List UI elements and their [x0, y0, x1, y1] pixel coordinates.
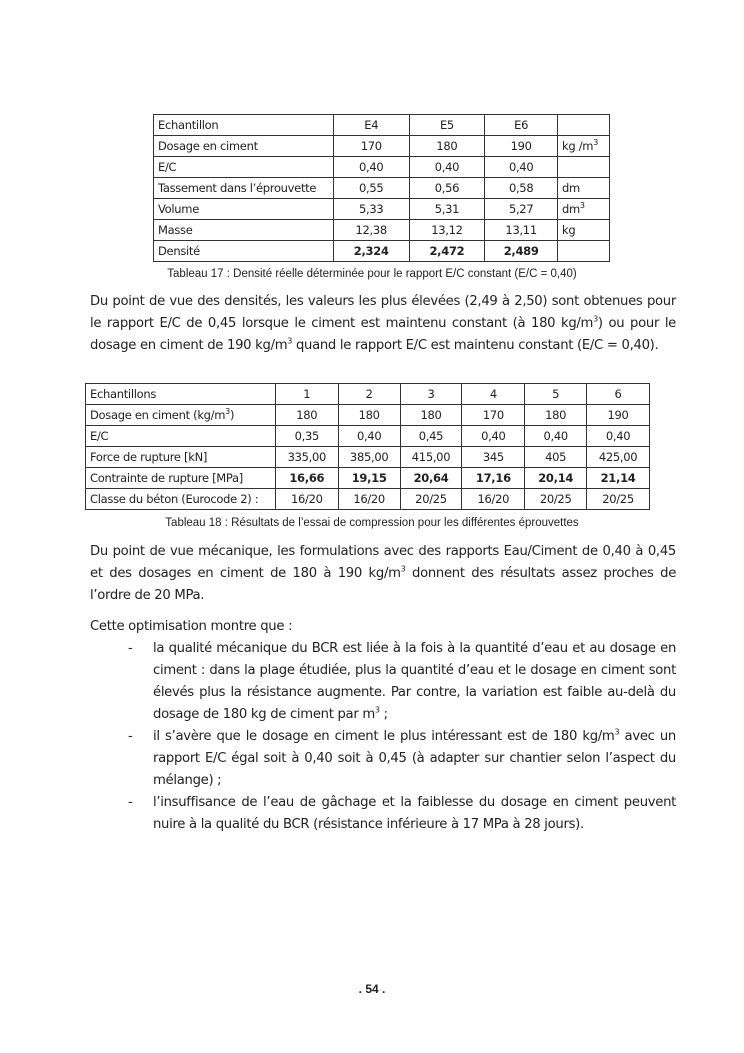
table-cell: 425,00: [587, 447, 650, 468]
table-cell: kg: [558, 220, 610, 241]
page-number: . 54 .: [358, 982, 386, 996]
table-18: [85, 383, 650, 510]
table-row: [154, 220, 610, 241]
table-cell: E4: [333, 115, 409, 136]
row-label: Echantillon: [154, 115, 334, 136]
bullet-marker: -: [128, 641, 133, 656]
table-cell: 0,40: [338, 426, 400, 447]
table-cell: 5: [525, 384, 587, 405]
table-cell: 4: [462, 384, 525, 405]
paragraph-mechanical: Du point de vue mécanique, les formulations avec des rapports Eau/Ciment de 0,40 à 0,45 et des dosages en ciment de 180 à 190 $kg/m^3$ donnent des résultats assez proches de l’ordre de 20 MPa.: [90, 544, 677, 603]
table-cell: 180: [400, 405, 462, 426]
table-cell: E5: [409, 115, 485, 136]
table-cell: 385,00: [338, 447, 400, 468]
table-cell: 0,45: [400, 426, 462, 447]
table-row: [86, 447, 650, 468]
row-label: Tassement dans l’éprouvette: [154, 178, 334, 199]
table-cell: 405: [525, 447, 587, 468]
table-cell: 190: [485, 136, 558, 157]
list-item: [128, 638, 676, 726]
table-cell: [558, 241, 610, 262]
table-cell: 0,35: [275, 426, 338, 447]
table-cell: 0,40: [587, 426, 650, 447]
table-cell: 5,31: [409, 199, 485, 220]
table-cell: 180: [338, 405, 400, 426]
table-cell: 0,55: [333, 178, 409, 199]
row-label: Densité: [154, 241, 334, 262]
row-label: Classe du béton (Eurocode 2) :: [86, 489, 276, 510]
table-cell: 16/20: [275, 489, 338, 510]
row-label: E/C: [154, 157, 334, 178]
table-row: [154, 241, 610, 262]
table-cell: 16,66: [275, 468, 338, 489]
row-label: Dosage en ciment: [154, 136, 334, 157]
table-cell: 6: [587, 384, 650, 405]
table-cell: 2,489: [485, 241, 558, 262]
row-label: Dosage en ciment $(kg/m^3)$: [86, 405, 276, 426]
table-cell: 20,64: [400, 468, 462, 489]
table-cell: 190: [587, 405, 650, 426]
table-cell: 2,324: [333, 241, 409, 262]
table-cell: 345: [462, 447, 525, 468]
table-cell: [558, 157, 610, 178]
table-cell: 13,11: [485, 220, 558, 241]
row-label: Echantillons: [86, 384, 276, 405]
table-cell: 17,16: [462, 468, 525, 489]
bullet-marker: -: [128, 729, 133, 744]
table-cell: 0,40: [525, 426, 587, 447]
row-label: Masse: [154, 220, 334, 241]
table-cell: dm: [558, 178, 610, 199]
row-label: E/C: [86, 426, 276, 447]
row-label: Force de rupture [kN]: [86, 447, 276, 468]
table-row: [86, 384, 650, 405]
table-cell: 415,00: [400, 447, 462, 468]
table-cell: 180: [525, 405, 587, 426]
list-item-text: l’insuffisance de l’eau de gâchage et la faiblesse du dosage en ciment peuvent nuire à la qualité du BCR (résistance inférieure à 17 MPa à 28 jours).: [153, 795, 676, 832]
list-item-text: il s’avère que le dosage en ciment le plus intéressant est de 180 $kg/m^3$ avec un rapport E/C égal soit à 0,40 soit à 0,45 (à adapter sur chantier selon l’aspect du mélange) ;: [153, 727, 676, 788]
table-cell: 1: [275, 384, 338, 405]
table-cell: E6: [485, 115, 558, 136]
table-cell: 0,40: [333, 157, 409, 178]
table-cell: 21,14: [587, 468, 650, 489]
table-cell: 13,12: [409, 220, 485, 241]
table-cell: 2,472: [409, 241, 485, 262]
table-cell: 0,40: [462, 426, 525, 447]
paragraph-optimisation: Cette optimisation montre que :: [90, 619, 293, 634]
table-row: [154, 136, 610, 157]
row-label: Volume: [154, 199, 334, 220]
table-cell: 0,56: [409, 178, 485, 199]
table-cell: 3: [400, 384, 462, 405]
table-cell: 335,00: [275, 447, 338, 468]
table-17-caption: Tableau 17 : Densité réelle déterminée pour le rapport E/C constant (E/C = 0,40): [167, 268, 577, 280]
bullet-marker: -: [128, 795, 133, 810]
table-17: [153, 114, 610, 262]
table-cell: 0,40: [409, 157, 485, 178]
table-cell: $dm^3$: [558, 199, 610, 220]
table-cell: 170: [333, 136, 409, 157]
table-cell: [558, 115, 610, 136]
table-cell: 20,14: [525, 468, 587, 489]
table-row: [86, 489, 650, 510]
table-cell: 180: [409, 136, 485, 157]
table-row: [154, 178, 610, 199]
table-cell: 0,40: [485, 157, 558, 178]
table-cell: kg $/m^3$: [558, 136, 610, 157]
list-item: [128, 792, 676, 836]
list-item-text: la qualité mécanique du BCR est liée à la fois à la quantité d’eau et au dosage en ciment : dans la plage étudiée, plus la quantité d’eau et le dosage en ciment sont élevés plus la résistance augmente. Par contre, la variation est faible au-delà du dosage de 180 kg de ciment par $m^3$ ;: [153, 641, 676, 722]
table-cell: 20/25: [525, 489, 587, 510]
table-row: [86, 468, 650, 489]
bullet-list: [90, 638, 676, 836]
table-cell: 170: [462, 405, 525, 426]
table-cell: 5,27: [485, 199, 558, 220]
body-text-flow: [90, 541, 676, 836]
table-row: [154, 199, 610, 220]
row-label: Contrainte de rupture [MPa]: [86, 468, 276, 489]
table-cell: 16/20: [462, 489, 525, 510]
table-cell: 180: [275, 405, 338, 426]
table-cell: 20/25: [400, 489, 462, 510]
table-cell: 0,58: [485, 178, 558, 199]
table-cell: 19,15: [338, 468, 400, 489]
table-cell: 12,38: [333, 220, 409, 241]
table-cell: 16/20: [338, 489, 400, 510]
paragraph-densities: Du point de vue des densités, les valeurs les plus élevées (2,49 à 2,50) sont obtenues pour le rapport E/C de 0,45 lorsque le ciment est maintenu constant (à 180 $kg/m^3$) ou pour le dosage en ciment de 190 $kg/m^3$ quand le rapport E/C est maintenu constant (E/C = 0,40).: [90, 294, 676, 353]
table-cell: 2: [338, 384, 400, 405]
table-row: [86, 405, 650, 426]
table-row: [154, 115, 610, 136]
list-item: [128, 726, 676, 792]
table-18-caption: Tableau 18 : Résultats de l’essai de compression pour les différentes éprouvettes: [165, 517, 579, 529]
table-row: [154, 157, 610, 178]
table-cell: 20/25: [587, 489, 650, 510]
table-row: [86, 426, 650, 447]
table-cell: 5,33: [333, 199, 409, 220]
